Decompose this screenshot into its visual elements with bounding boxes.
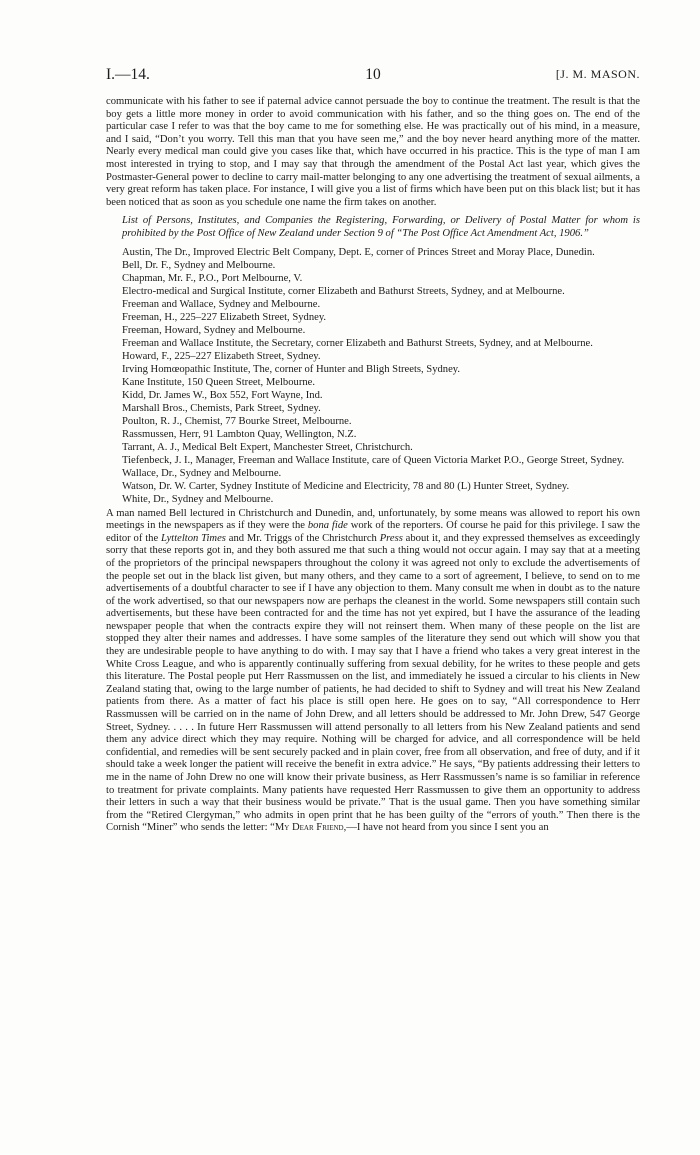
list-item: Tarrant, A. J., Medical Belt Expert, Manchester Street, Christchurch. — [122, 441, 413, 453]
blacklist — [106, 246, 640, 506]
list-item: Bell, Dr. F., Sydney and Melbourne. — [122, 259, 276, 271]
list-item: White, Dr., Sydney and Melbourne. — [122, 493, 274, 505]
list-item: Tiefenbeck, J. I., Manager, Freeman and Wallace Institute, care of Queen Victoria Market P.O., George Street, Sydney. — [122, 454, 625, 466]
page-number: 10 — [365, 66, 381, 83]
list-item: Freeman, H., 225–227 Elizabeth Street, Sydney. — [122, 311, 327, 323]
list-title: List of Persons, Institutes, and Companies the Registering, Forwarding, or Delivery of Postal Matter for whom is prohibited by the Post Office of New Zealand under Section 9 of “The Post Office Act Amendment Act, 1906.” — [122, 215, 640, 239]
list-item: Irving Homœopathic Institute, The, corner of Hunter and Bligh Streets, Sydney. — [122, 363, 461, 375]
page-body — [106, 96, 640, 835]
body-paragraph: A man named Bell lectured in Christchurch and Dunedin, and, unfortunately, by some means was allowed to report his own meetings in the newspapers as if they were the bona fide work of the reporters. Of course he paid for this privilege. I saw the editor of the Lyttelton Times and Mr. Triggs of the Christchurch Press about it, and they expressed themselves as exceedingly sorry that these reports got in, and they both assured me that such a thing would not occur again. I may say that at a meeting of the proprietors of the principal newspapers throughout the colony it was agreed not only to exclude the advertisements of the people set out in the black list given, but many others, and they came to a sort of agreement, I believe, to send on to me advertisements of a doubtful character to see if I have any objection to them. Many consult me when in doubt as to the nature of the work advertised, so that our newspapers now are perhaps the cleanest in the world. Some newspapers still contain such advertisements, but these have been contracted for and the time has not yet expired, but I have the assurance of the leading newspaper people that when the contracts expire they will not reinsert them. When many of these people on the list are stopped they alter their names and addresses. I have some samples of the literature they send out which will show you that they are undesirable people to have anything to do with. I may say that I have a friend who takes a very great interest in the White Cross League, and who is apparently continually suffering from sexual debility, for he writes to these people and gets this literature. The Postal people put Herr Rassmussen on the list, and immediately he issued a circular to his clients in New Zealand stating that, owing to the large number of patients, he had decided to shift to Sydney and will treat his New Zealand patients from there. As a matter of fact his place is still open here. He goes on to say, “All correspondence to Herr Rassmussen will be carried on in the name of John Drew, and all letters should be addressed to Mr. John Drew, 547 George Street, Sydney. . . . . In future Herr Rassmussen will attend personally to all letters from his New Zealand patients and send them any advice direct which they may require. Nothing will be charged for advice, and all correspondence will be held confidential, and remedies will be sent securely packed and in plain cover, free from all observation, and free of duty, and if it should take a week longer the patient will receive the benefit in extra advice.” He says, “By patients addressing their letters to me in the name of John Drew no one will know their private business, as Herr Rassmussen’s name is so familiar in reference to treatment for private complaints. Many patients have requested Herr Rassmussen to give them an opportunity to address their letters in such a way that their business would be private.” That is the usual game. Then you have something similar from the “Retired Clergyman,” who admits in open print that he has been guilty of the “errors of youth.” Then there is the Cornish “Miner” who sends the letter: “My Dear Friend,—I have not heard from you since I sent you an — [106, 507, 640, 834]
report-code: I.—14. — [106, 66, 150, 83]
list-item: Kidd, Dr. James W., Box 552, Fort Wayne, Ind. — [122, 389, 323, 401]
list-item: Freeman, Howard, Sydney and Melbourne. — [122, 324, 306, 336]
list-item: Wallace, Dr., Sydney and Melbourne. — [122, 467, 282, 479]
list-item: Freeman and Wallace, Sydney and Melbourne. — [122, 298, 321, 310]
intro-paragraph: communicate with his father to see if paternal advice cannot persuade the boy to continue the treatment. The result is that the boy gets a little more money in order to avoid communication with his father, and so the thing goes on. The end of the particular case I refer to was that the boy came to me for something else. He was practically out of his mind, in a measure, and I said, “Don’t you worry. Tell this man that you have seen me,” and the boy never heard anything more of the matter. Nearly every medical man could give you cases like that, which have occurred in his practice. This is the type of man I am most interested in trying to stop, and I may say that through the amendment of the Postal Act last year, which gives the Postmaster-General power to decline to carry mail-matter belonging to any one advertising the treatment of sexual ailments, a very great reform has taken place. For instance, I will give you a list of firms which have been put on this black list; but it has been noticed that as soon as you schedule one name the firm takes on another. — [106, 96, 640, 208]
list-item: Chapman, Mr. F., P.O., Port Melbourne, V. — [122, 272, 303, 284]
list-item: Howard, F., 225–227 Elizabeth Street, Sydney. — [122, 350, 321, 362]
list-item: Austin, The Dr., Improved Electric Belt Company, Dept. E, corner of Princes Street and Moray Place, Dunedin. — [122, 246, 595, 258]
list-item: Kane Institute, 150 Queen Street, Melbourne. — [122, 376, 315, 388]
page-header — [106, 66, 640, 88]
list-item: Freeman and Wallace Institute, the Secretary, corner Elizabeth and Bathurst Streets, Sydney, and at Melbourne. — [122, 337, 593, 349]
list-item: Poulton, R. J., Chemist, 77 Bourke Street, Melbourne. — [122, 415, 352, 427]
witness-name: [J. M. MASON. — [555, 67, 640, 81]
list-item: Watson, Dr. W. Carter, Sydney Institute of Medicine and Electricity, 78 and 80 (L) Hunter Street, Sydney. — [122, 480, 570, 492]
list-item: Marshall Bros., Chemists, Park Street, Sydney. — [122, 402, 321, 414]
list-item: Electro-medical and Surgical Institute, corner Elizabeth and Bathurst Streets, Sydney, and at Melbourne. — [122, 285, 565, 297]
list-item: Rassmussen, Herr, 91 Lambton Quay, Wellington, N.Z. — [122, 428, 357, 440]
